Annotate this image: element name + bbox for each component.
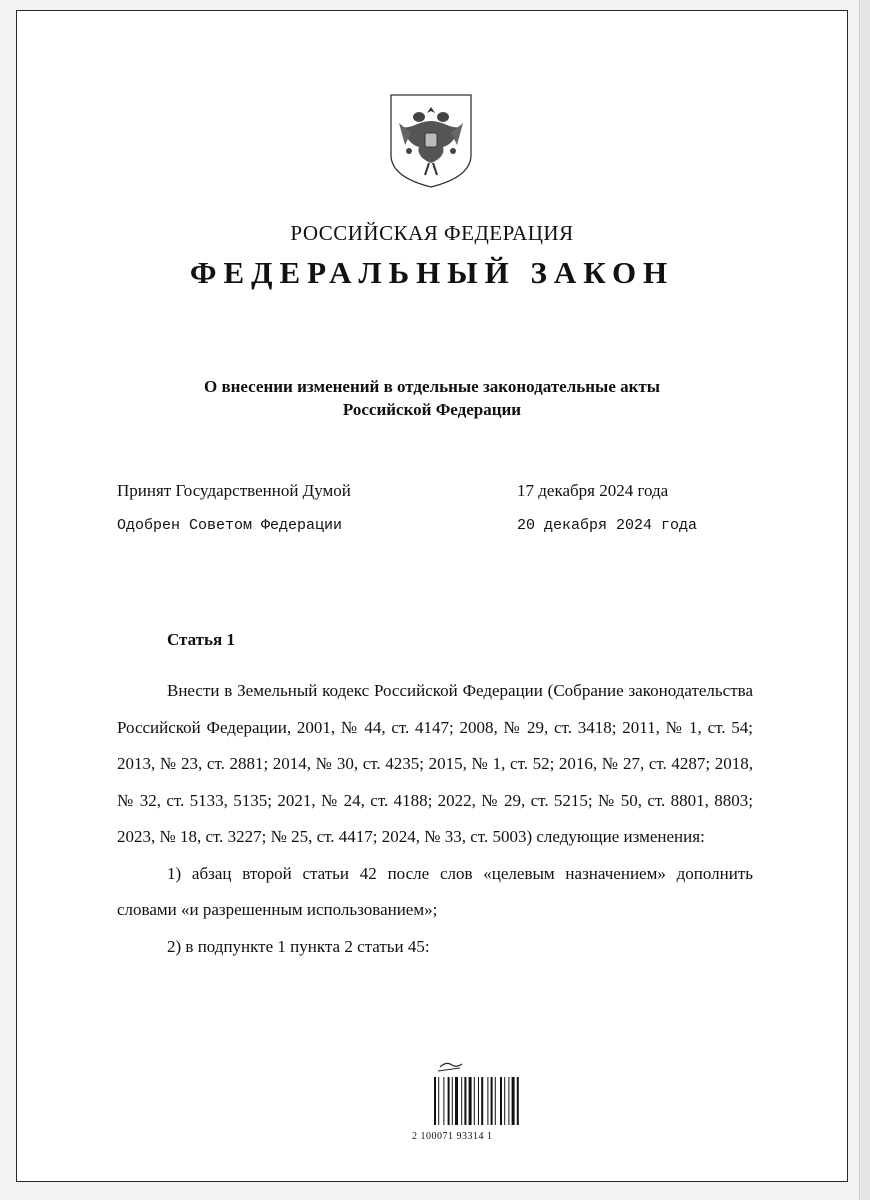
barcode-bar [448, 1077, 450, 1125]
country-heading: РОССИЙСКАЯ ФЕДЕРАЦИЯ [290, 221, 574, 245]
barcode-bar [491, 1077, 493, 1125]
barcode-bar [508, 1077, 509, 1125]
council-label: Одобрен Советом Федерации [117, 517, 343, 534]
document-type-heading: ФЕДЕРАЛЬНЫЙ ЗАКОН [189, 255, 675, 290]
article-body [117, 673, 753, 965]
barcode-bar [500, 1077, 502, 1125]
window-edge-strip [859, 0, 870, 1200]
barcode-bar [461, 1077, 462, 1125]
law-title [17, 375, 847, 421]
barcode-bar [443, 1077, 444, 1125]
law-title-line-2: Российской Федерации [342, 400, 522, 419]
article-paragraph: 1) абзац второй статьи 42 после слов «целевым назначением» дополнить словами «и разрешенным использованием»; [117, 863, 753, 919]
article-paragraph: 2) в подпункте 1 пункта 2 статьи 45: [167, 936, 430, 956]
article-heading: Статья 1 [167, 630, 235, 649]
coat-of-arms-emblem [389, 93, 473, 189]
duma-date: 17 декабря 2024 года [517, 481, 669, 500]
document-page [16, 10, 848, 1182]
council-date: 20 декабря 2024 года [517, 517, 698, 534]
barcode-graphic [412, 1059, 532, 1129]
barcode-bar [455, 1077, 458, 1125]
barcode-bar [452, 1077, 453, 1125]
barcode-bar [438, 1077, 439, 1125]
barcode-bar [481, 1077, 483, 1125]
article-paragraph: Внести в Земельный кодекс Российской Федерации (Собрание законодательства Российской Федерации, 2001, № 44, ст. 4147; 2008, № 29, ст. 3418; 2011, № 1, ст. 54; 2013, № 23, ст. 2881; 2014, № 30, ст. 4235; 2015, № 1, ст. 52; 2016, № 27, ст. 4287; 2018, № 32, ст. 5133, 5135; 2021, № 24, ст. 4188; 2022, № 29, ст. 5215; № 50, ст. 8801, 8803; 2023, № 18, ст. 3227; № 25, ст. 4417; 2024, № 33, ст. 5003) следующие изменения: [117, 681, 753, 846]
barcode-bar [474, 1077, 475, 1125]
barcode-bar [517, 1077, 519, 1125]
barcode [412, 1059, 532, 1142]
law-title-line-1: О внесении изменений в отдельные законодательные акты [203, 377, 661, 396]
barcode-bar [478, 1077, 479, 1125]
barcode-bar [504, 1077, 505, 1125]
barcode-bar [487, 1077, 488, 1125]
duma-label: Принят Государственной Думой [117, 481, 351, 500]
adoption-duma-row [117, 481, 737, 501]
barcode-bar [469, 1077, 472, 1125]
barcode-bar [495, 1077, 496, 1125]
barcode-bar [512, 1077, 515, 1125]
barcode-bar [464, 1077, 466, 1125]
barcode-bar [434, 1077, 436, 1125]
adoption-council-row [117, 517, 737, 534]
barcode-number: 2 100071 93314 1 [412, 1131, 493, 1142]
